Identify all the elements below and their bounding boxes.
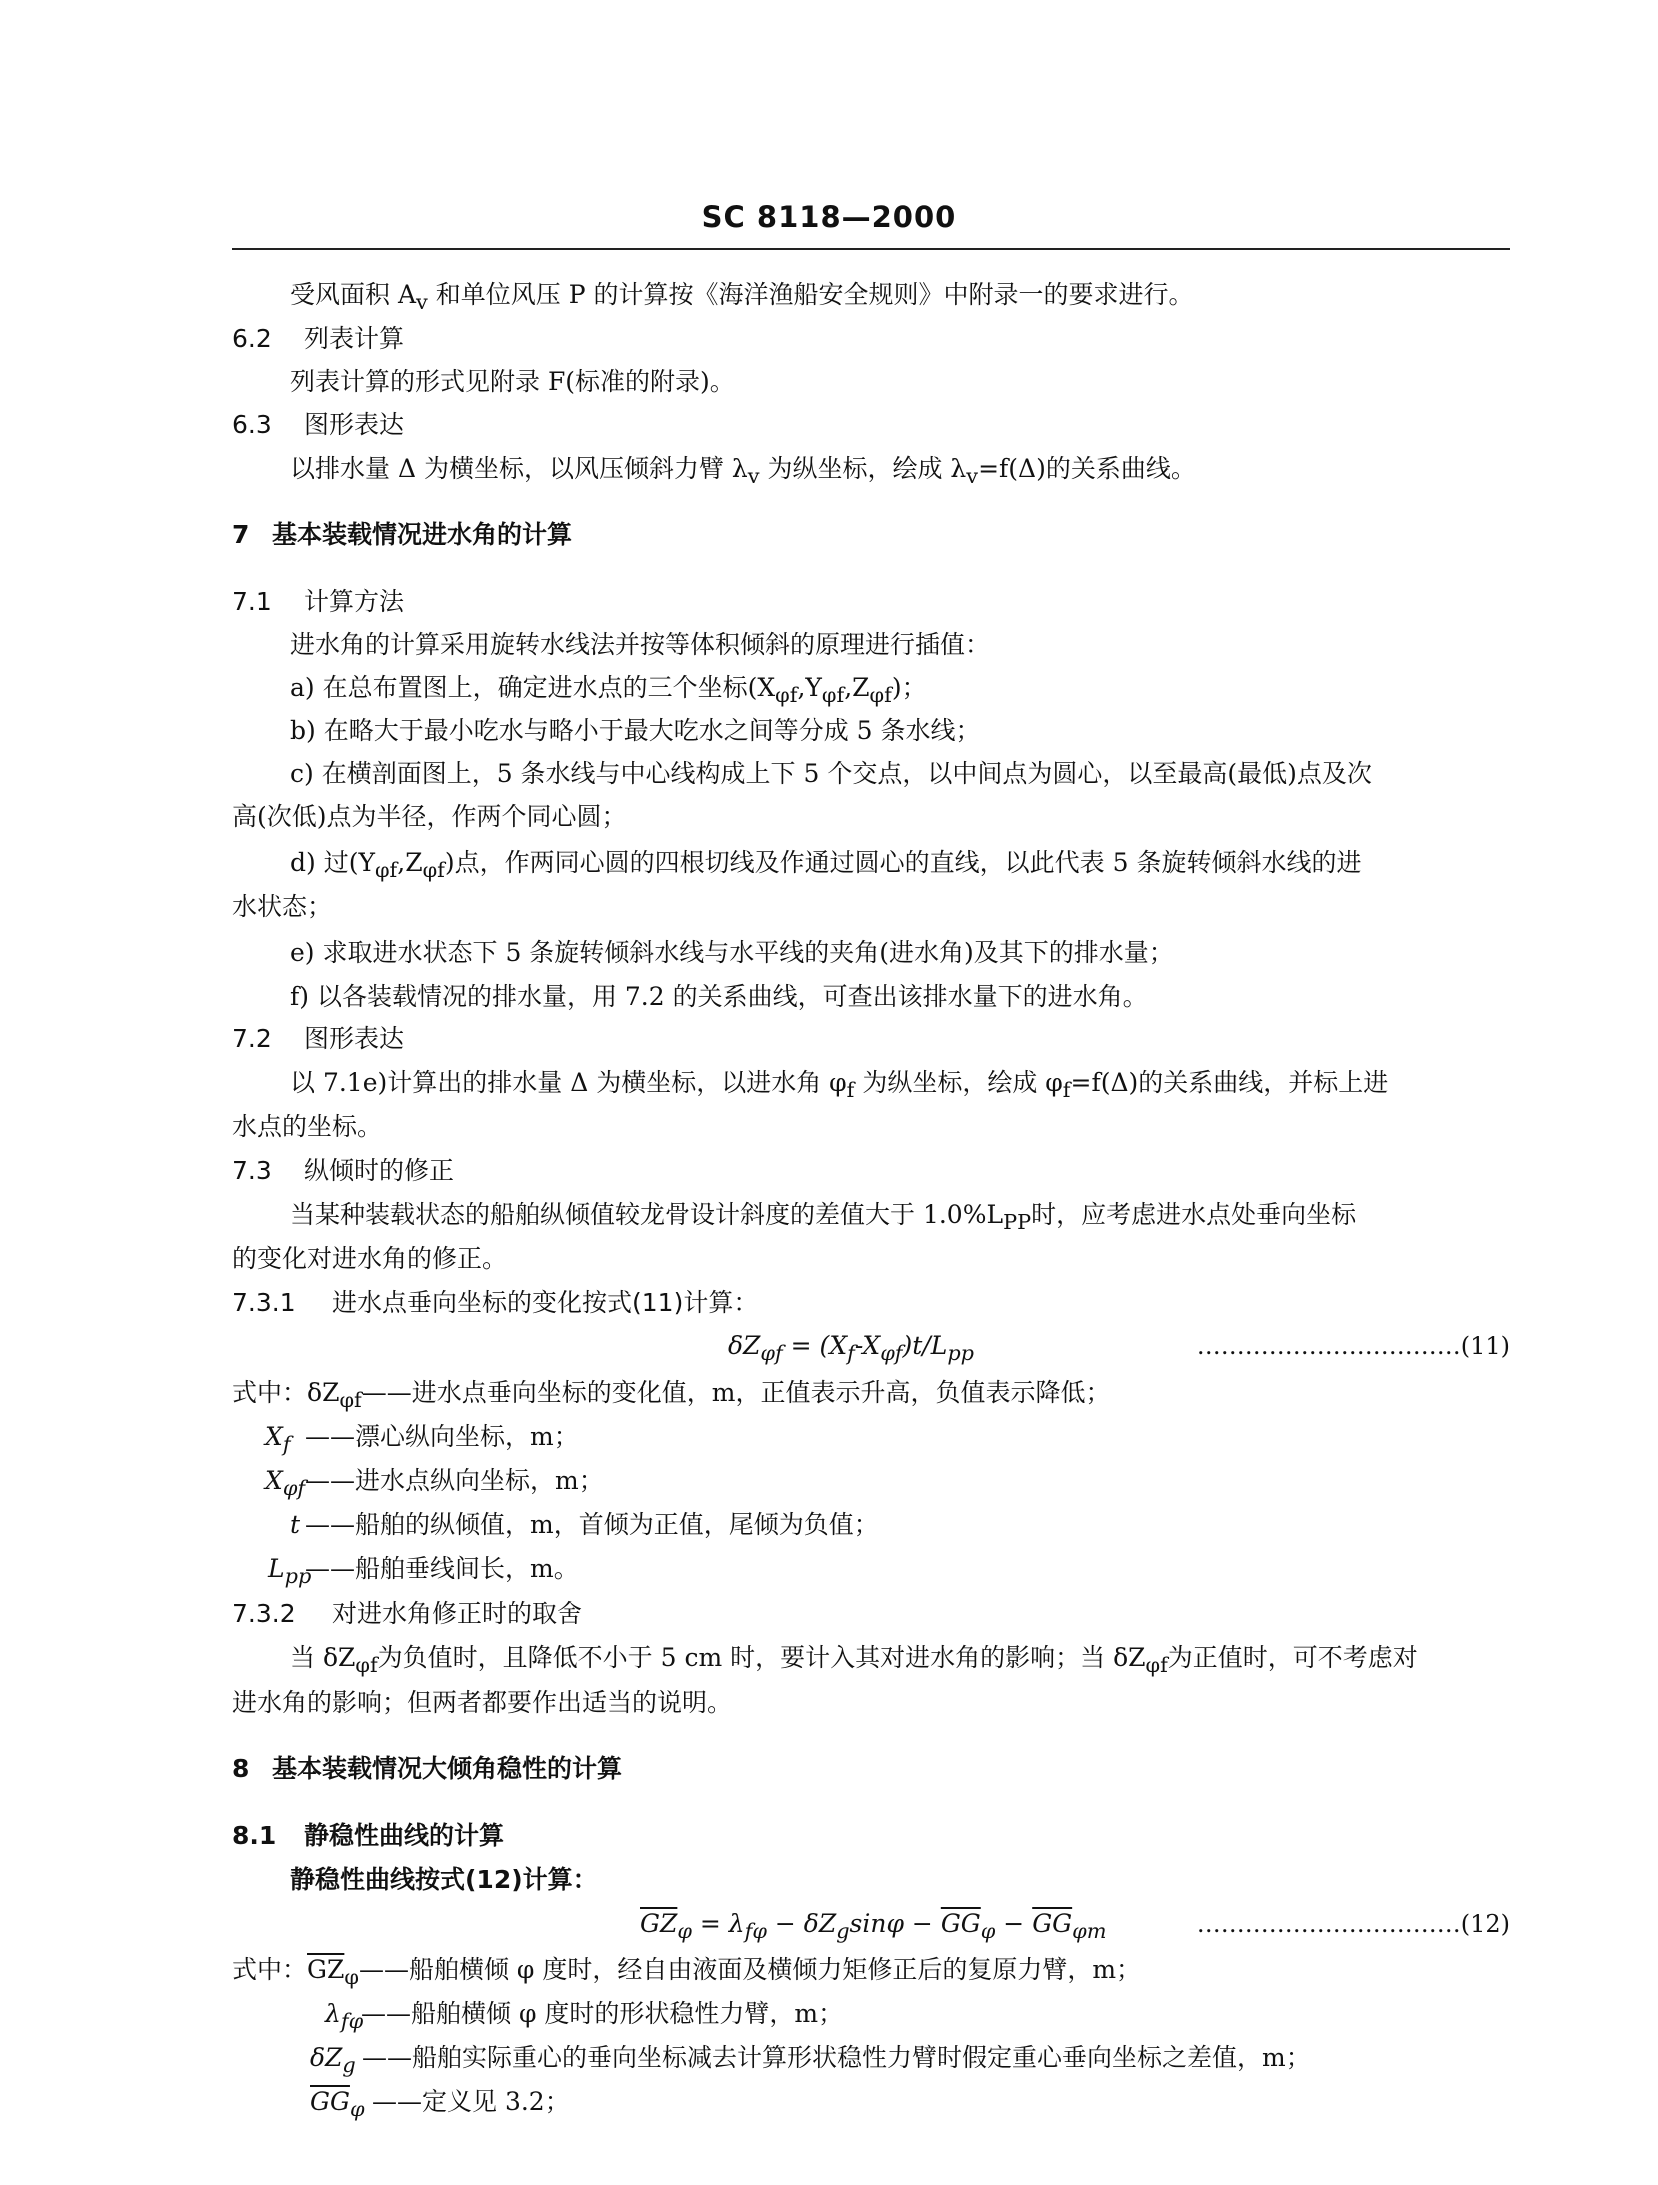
section-heading-7-2: [232, 1022, 404, 1056]
chapter-number: 8: [232, 1754, 250, 1783]
definition-gz-phi: $\overline{GZ}_\varphi——$船舶横倾 φ 度时，经自由液面及横倾力矩修正后的复原力臂，m；: [307, 1955, 1142, 1989]
paragraph-line: 以 7.1e)计算出的排水量 Δ 为横坐标，以进水角 $\varphi_f$ 为纵坐标，绘成 $\varphi_f=f(\Delta)$的关系曲线，并标上进: [290, 1068, 1389, 1102]
paragraph-line: 受风面积 $A_v$ 和单位风压 P 的计算按《海洋渔船安全规则》中附录一的要求进行。: [290, 280, 1194, 314]
list-item-c-cont: 高(次低)点为半径，作两个同心圆；: [232, 802, 627, 831]
section-title: 纵倾时的修正: [304, 1156, 455, 1185]
definition-lambda-f-phi: $\lambda_{f\varphi}——$船舶横倾 φ 度时的形状稳性力臂，m；: [325, 1999, 844, 2033]
paragraph-line: 当 $\delta Z_{\varphi f}$为负值时，且降低不小于 5 cm 时，要计入其对进水角的影响；当 $\delta Z_{\varphi f}$为正值时，可不考虑对: [290, 1643, 1418, 1677]
paragraph-line: 的变化对进水角的修正。: [232, 1244, 508, 1273]
list-item-b: b) 在略大于最小吃水与略小于最大吃水之间等分成 5 条水线；: [290, 716, 981, 745]
equation-12: $\overline{GZ}_\varphi = \lambda_{f\varphi} - \delta Z_g\sin\varphi - \overline{GG}_\varphi - \overline{GG}_{\varphi m}$: [640, 1909, 1107, 1943]
paragraph-line: 进水角的计算采用旋转水线法并按等体积倾斜的原理进行插值：: [290, 630, 991, 659]
where-clause-12: [232, 1953, 1141, 1994]
standard-number: SC 8118—2000: [701, 200, 957, 234]
section-number: 8.1: [232, 1821, 277, 1850]
where-label: 式中：: [232, 1955, 308, 1984]
list-item-c: c) 在横剖面图上，5 条水线与中心线构成上下 5 个交点，以中间点为圆心，以至最高(最低)点及次: [290, 759, 1372, 788]
section-heading-7-3-2: [232, 1597, 582, 1631]
section-title: 图形表达: [304, 410, 405, 439]
section-title: 静稳性曲线的计算: [304, 1821, 505, 1850]
paragraph-line: 进水角的影响；但两者都要作出适当的说明。: [232, 1688, 733, 1717]
section-number: 6.2: [232, 324, 272, 353]
chapter-title: 基本装载情况大倾角稳性的计算: [272, 1754, 623, 1783]
section-title: 列表计算: [304, 324, 405, 353]
equation-11-number: ……………………………(11): [1196, 1332, 1510, 1360]
definition-t: t ——船舶的纵倾值，m，首倾为正值，尾倾为负值；: [290, 1510, 879, 1539]
paragraph-line: 以排水量 Δ 为横坐标，以风压倾斜力臂 $\lambda_v$ 为纵坐标，绘成 $\lambda_v=f(\Delta)$的关系曲线。: [290, 454, 1196, 488]
section-number: 7.3.2: [232, 1599, 296, 1628]
list-item-d-cont: 水状态；: [232, 892, 333, 921]
section-title: 进水点垂向坐标的变化按式(11)计算：: [332, 1288, 759, 1317]
section-heading-7-3-1: [232, 1286, 758, 1320]
section-heading-6-3: [232, 408, 404, 442]
section-heading-6-2: [232, 322, 404, 356]
definition-gg-phi: $\overline{GG}_\varphi$ ——定义见 3.2；: [310, 2087, 570, 2121]
section-heading-7-3: [232, 1154, 454, 1188]
equation-12-number: ……………………………(12): [1196, 1910, 1510, 1938]
where-clause-11: [232, 1376, 1110, 1417]
chapter-number: 7: [232, 520, 250, 549]
paragraph-line: 列表计算的形式见附录 F(标准的附录)。: [290, 367, 735, 396]
chapter-title: 基本装载情况进水角的计算: [272, 520, 573, 549]
section-title: 计算方法: [304, 587, 405, 616]
paragraph-line: 静稳性曲线按式(12)计算：: [290, 1865, 598, 1894]
chapter-heading-7: [232, 518, 572, 552]
equation-11: $\delta Z_{\varphi f} = (X_f-X_{\varphi f})t/L_{pp}$: [728, 1331, 974, 1365]
list-item-a: a) 在总布置图上，确定进水点的三个坐标$(X_{\varphi f},Y_{\varphi f},Z_{\varphi f})$；: [290, 673, 927, 707]
list-item-d: d) 过$(Y_{\varphi f},Z_{\varphi f})$点，作两同心圆的四根切线及作通过圆心的直线，以此代表 5 条旋转倾斜水线的进: [290, 848, 1362, 882]
section-title: 图形表达: [304, 1024, 405, 1053]
paragraph-line: 水点的坐标。: [232, 1112, 383, 1141]
section-number: 7.3: [232, 1156, 272, 1185]
section-heading-7-1: [232, 585, 404, 619]
definition-delta-z: $\delta Z_{\varphi f}——$进水点垂向坐标的变化值，m，正值表示升高，负值表示降低；: [307, 1378, 1111, 1412]
header-rule: [232, 248, 1510, 250]
section-title: 对进水角修正时的取舍: [332, 1599, 583, 1628]
definition-delta-zg: $\delta Z_g$ ——船舶实际重心的垂向坐标减去计算形状稳性力臂时假定重心垂向坐标之差值，m；: [310, 2043, 1311, 2077]
section-number: 6.3: [232, 410, 272, 439]
definition-x-phi-f: $X_{\varphi f}——$进水点纵向坐标，m；: [265, 1466, 604, 1500]
section-number: 7.2: [232, 1024, 272, 1053]
section-heading-8-1: [232, 1819, 504, 1853]
definition-xf: $X_f$ ——漂心纵向坐标，m；: [265, 1422, 579, 1456]
section-number: 7.1: [232, 587, 272, 616]
paragraph-line: 当某种装载状态的船舶纵倾值较龙骨设计斜度的差值大于 $1.0\%L_{PP}$时，应考虑进水点处垂向坐标: [290, 1200, 1357, 1234]
list-item-f: f) 以各装载情况的排水量，用 7.2 的关系曲线，可查出该排水量下的进水角。: [290, 982, 1148, 1011]
list-item-e: e) 求取进水状态下 5 条旋转倾斜水线与水平线的夹角(进水角)及其下的排水量；: [290, 938, 1174, 967]
where-label: 式中：: [232, 1378, 308, 1407]
definition-lpp: $L_{pp}——$船舶垂线间长，m。: [268, 1554, 579, 1588]
chapter-heading-8: [232, 1752, 622, 1786]
section-number: 7.3.1: [232, 1288, 296, 1317]
